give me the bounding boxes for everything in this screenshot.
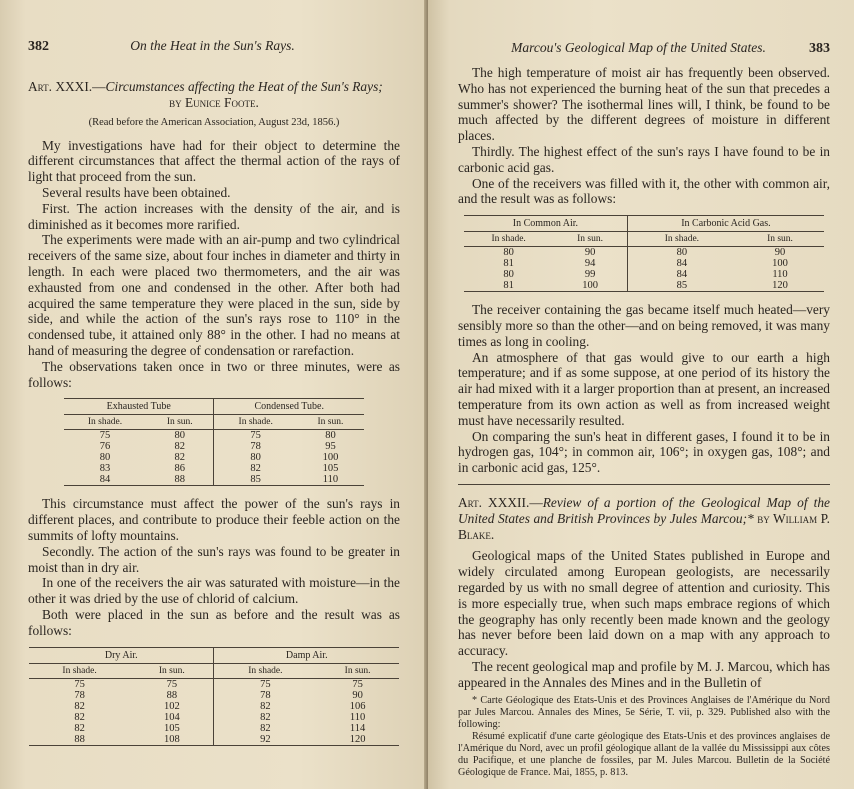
table-cell: 84 [676, 258, 688, 270]
table-cell: 104 [130, 712, 214, 723]
table-cell: 81 [503, 258, 514, 270]
data-table-dry-damp [29, 647, 399, 746]
table-cell: 78 [74, 689, 85, 701]
article-label: Art. XXXII. [458, 494, 530, 510]
table-cell: 75 [352, 678, 363, 690]
table-cell: 88 [146, 474, 214, 486]
table-row [29, 712, 399, 723]
table-cell: 84 [676, 269, 688, 281]
table-group-header [464, 216, 824, 232]
table-group-label: Dry Air. [29, 647, 214, 663]
table-column-label: In sun. [316, 663, 399, 678]
paragraph: In one of the receivers the air was saturated with moisture—in the other it was dried by the use of chlorid of calcium. [28, 575, 400, 607]
table-group-label: In Carbonic Acid Gas. [627, 216, 824, 232]
table-group-header [29, 647, 399, 663]
paragraph: Thirdly. The highest effect of the sun's rays I have found to be in carbonic acid gas. [458, 143, 830, 175]
table-cell: 82 [74, 700, 85, 712]
table-column-label: In shade. [29, 663, 130, 678]
table-cell: 105 [322, 463, 339, 475]
paragraph: The experiments were made with an air-pump and two cylindrical receivers of the same size, about four inches in diameter and thirty in length. In each were placed two thermometers, and the air was exhausted from one and condensed in the other. After both had acquired the same temperature they were placed in the sun, side by side, and while the action of the sun's rays rose to 110° in the condensed tube, it attained only 88° in the other. I had no means at hand of measuring the degree of condensation or rarefaction. [28, 232, 400, 358]
table-cell: 99 [553, 269, 627, 280]
table-cell: 88 [74, 733, 85, 745]
table-cell: 82 [74, 722, 85, 734]
table-column-label: In sun. [146, 415, 214, 430]
table-cell: 94 [553, 258, 627, 269]
table-row [64, 474, 364, 486]
section-divider [458, 484, 830, 485]
paragraph: First. The action increases with the density of the air, and is diminished as it becomes more rarified. [28, 200, 400, 232]
table-column-label: In shade. [64, 415, 146, 430]
table-group-label: Condensed Tube. [214, 399, 364, 415]
table-cell: 76 [99, 441, 111, 453]
table-group-label: Exhausted Tube [64, 399, 214, 415]
table-column-label: In sun. [553, 232, 627, 247]
table-cell: 78 [250, 441, 261, 453]
table-column-header [464, 232, 824, 247]
table-cell: 95 [325, 441, 336, 453]
table-cell: 102 [130, 701, 214, 712]
table-row [464, 269, 824, 280]
paragraph: An atmosphere of that gas would give to our earth a high temperature; and if as some suppose, at one period of its history the air had mixed with it a larger proportion than at present, an increased temperature from its own action as well as from increased weight must have necessarily resulted. [458, 349, 830, 428]
table-row [464, 247, 824, 259]
table-group-label: Damp Air. [214, 647, 399, 663]
table-cell: 80 [503, 269, 514, 281]
table-row [64, 441, 364, 452]
table-cell: 100 [553, 280, 627, 292]
table-column-label: In shade. [214, 415, 297, 430]
table-cell: 82 [260, 700, 271, 712]
table-cell: 75 [99, 430, 111, 442]
table-row [29, 734, 399, 746]
article-heading: Art. XXXII.—Review of a portion of the Geological Map of the United States and British Provinces by Jules Marcou;* by William P. Blake. [458, 494, 830, 542]
paragraph: The receiver containing the gas became itself much heated—very sensibly more so than the other—and on being removed, it was many times as long in cooling. [458, 302, 830, 349]
table-column-label: In sun. [736, 232, 824, 247]
table-cell: 108 [130, 734, 214, 746]
paragraph: The high temperature of moist air has frequently been observed. Who has not experienced the burning heat of the sun that precedes a summer's shower? The isothermal lines will, I think, be found to be much affected by the different degrees of moisture in different places. [458, 65, 830, 144]
table-row [29, 678, 399, 690]
table-row [29, 723, 399, 734]
table-cell: 100 [772, 258, 788, 270]
paragraph: This circumstance must affect the power of the sun's rays in different places, and contribute to produce their feeble action on the summits of lofty mountains. [28, 496, 400, 543]
table-cell: 82 [260, 711, 271, 723]
table-column-label: In shade. [214, 663, 316, 678]
paragraph: Both were placed in the sun as before and the result was as follows: [28, 606, 400, 638]
table-cell: 75 [74, 678, 85, 690]
table-cell: 105 [130, 723, 214, 734]
paragraph: One of the receivers was filled with it, the other with common air, and the result was as follows: [458, 175, 830, 207]
table-row [64, 452, 364, 463]
article-heading: Art. XXXI.—Circumstances affecting the Heat of the Sun's Rays; by Eunice Foote. [28, 79, 400, 111]
table-cell: 80 [676, 247, 688, 259]
table-row [29, 701, 399, 712]
table-cell: 82 [146, 452, 214, 463]
table-cell: 82 [146, 441, 214, 452]
table-cell: 75 [260, 678, 271, 690]
table-cell: 106 [349, 700, 366, 712]
table-column-header [64, 415, 364, 430]
table-cell: 83 [99, 463, 111, 475]
paragraph: My investigations have had for their object to determine the different circumstances that affect the thermal action of the rays of light that proceed from the sun. [28, 137, 400, 185]
table-row [464, 280, 824, 292]
table-cell: 120 [349, 733, 366, 745]
article-author: by Eunice Foote. [169, 94, 259, 110]
running-header [458, 40, 830, 57]
article-label: Art. XXXI. [28, 79, 93, 94]
table-cell: 110 [349, 711, 366, 723]
table-cell: 85 [250, 474, 261, 486]
paragraph: Secondly. The action of the sun's rays was found to be greater in moist than in dry air. [28, 543, 400, 575]
table-cell: 100 [322, 452, 339, 464]
table-cell: 85 [676, 280, 688, 292]
table-cell: 114 [349, 722, 366, 734]
table-cell: 82 [250, 463, 261, 475]
paragraph: The recent geological map and profile by M. J. Marcou, which has appeared in the Annales des Mines and in the Bulletin of [458, 658, 830, 690]
read-note: (Read before the American Association, August 23d, 1856.) [88, 116, 340, 128]
table-cell: 90 [774, 247, 786, 259]
footnote-text: Résumé explicatif d'une carte géologique des Etats-Unis et des provinces anglaises de l'Amérique du Nord, avec un profil géologique allant de la vallée du Mississippi aux côtes du Pacifique, et une planche de fossiles, par M. Jules Marcou. Bulletin de la Société Géologique de France. Mai, 1855, p. 813. [458, 730, 830, 778]
article-title: Review of a portion of the Geological Map of the United States and British Provinces by Jules Marcou;* [458, 494, 830, 526]
table-group-header [64, 399, 364, 415]
running-head-title: Marcou's Geological Map of the United States. [511, 40, 766, 55]
table-cell: 90 [352, 689, 363, 701]
table-row [64, 463, 364, 474]
table-cell: 88 [130, 690, 214, 701]
table-cell: 78 [260, 689, 271, 701]
footnote-text: * Carte Géologique des Etats-Unis et des Provinces Anglaises de l'Amérique du Nord par Jules Marcou. Annales des Mines, 5e Série, T. vii, p. 329. Published also with the following: [458, 694, 830, 730]
table-cell: 80 [250, 452, 261, 464]
table-cell: 120 [772, 280, 788, 292]
table-cell: 80 [146, 430, 214, 442]
table-cell: 84 [99, 474, 111, 486]
table-cell: 110 [772, 269, 788, 281]
table-cell: 92 [260, 733, 271, 745]
data-table-common-carbonic [464, 215, 824, 292]
paragraph: Geological maps of the United States published in Europe and widely circulated among European geologists, are necessarily regarded by us with no small degree of attention and curiosity. This is more especially true, when such maps embrace regions of which the geography has only recently been made known and the geology has never before been laid down on a map with any approach to accuracy. [458, 548, 830, 659]
table-row [464, 258, 824, 269]
table-row [29, 690, 399, 701]
table-cell: 86 [146, 463, 214, 474]
right-page [428, 0, 854, 789]
table-cell: 82 [74, 711, 85, 723]
table-column-label: In shade. [627, 232, 736, 247]
table-cell: 80 [325, 430, 336, 442]
running-header [28, 38, 400, 55]
table-cell: 75 [250, 430, 261, 442]
table-cell: 75 [130, 678, 214, 690]
running-head-title: On the Heat in the Sun's Rays. [130, 38, 295, 53]
page-number: 382 [28, 39, 49, 54]
data-table-exhausted-condensed [64, 398, 364, 486]
article-title: Circumstances affecting the Heat of the Sun's Rays; [105, 79, 383, 94]
article-author: by William P. Blake. [458, 510, 830, 542]
table-cell: 80 [99, 452, 111, 464]
table-column-label: In sun. [297, 415, 364, 430]
table-column-label: In sun. [130, 663, 214, 678]
page-number: 383 [808, 41, 830, 56]
paragraph: The observations taken once in two or three minutes, were as follows: [28, 358, 400, 390]
paragraph: On comparing the sun's heat in different gases, I found it to be in hydrogen gas, 104°; in common air, 106°; in oxygen gas, 108°; and in carbonic acid gas, 125°. [458, 428, 830, 476]
table-cell: 90 [553, 247, 627, 259]
table-cell: 110 [322, 474, 339, 486]
footnote [458, 695, 830, 779]
paragraph: Several results have been obtained. [42, 184, 231, 200]
table-column-header [29, 663, 399, 678]
table-row [64, 430, 364, 442]
table-cell: 82 [260, 722, 271, 734]
table-column-label: In shade. [464, 232, 553, 247]
table-group-label: In Common Air. [464, 216, 627, 232]
table-cell: 80 [503, 247, 514, 259]
table-cell: 81 [503, 280, 514, 292]
